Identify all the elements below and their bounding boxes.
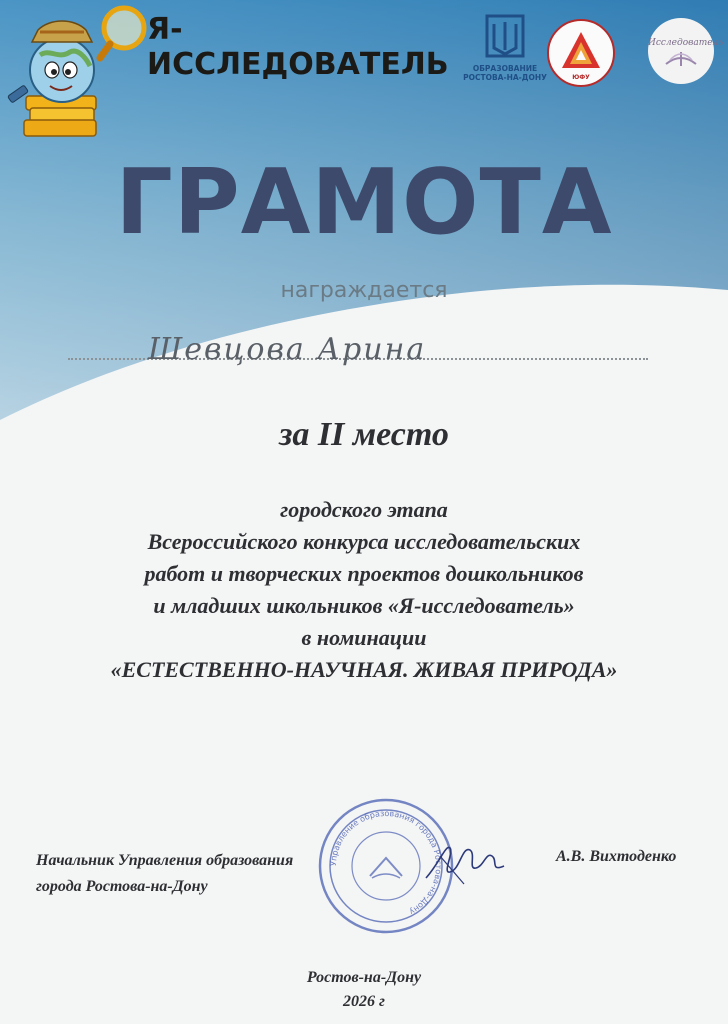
brand-wordmark: Я-ИССЛЕДОВАТЕЛЬ bbox=[147, 12, 449, 82]
edu-logo-line2: РОСТОВА-НА-ДОНУ bbox=[463, 73, 547, 82]
brand-logo bbox=[0, 0, 449, 150]
description-line: Всероссийского конкурса исследовательских bbox=[147, 529, 581, 554]
awarded-label: награждается bbox=[280, 278, 448, 303]
award-description bbox=[20, 494, 708, 686]
signer-position bbox=[36, 848, 293, 900]
footer-city: Ростов-на-Дону bbox=[306, 969, 422, 986]
award-place: за II место bbox=[279, 416, 449, 453]
signer-name: А.В. Вихтоденко bbox=[556, 848, 677, 865]
recipient-name: Шевцова Арина bbox=[148, 332, 427, 367]
signature-icon bbox=[420, 826, 510, 896]
university-logo-abbr: ЮФУ bbox=[572, 74, 590, 81]
research-logo bbox=[648, 18, 724, 84]
university-logo-icon bbox=[546, 18, 616, 88]
description-line: городского этапа bbox=[280, 497, 448, 522]
education-rostov-logo-icon bbox=[485, 14, 525, 60]
stamp-text: Управление образования города Ростова-на-Дону bbox=[328, 808, 444, 917]
signer-position-line2: города Ростова-на-Дону bbox=[36, 878, 208, 895]
nomination-title: «ЕСТЕСТВЕННО-НАУЧНАЯ. ЖИВАЯ ПРИРОДА» bbox=[110, 657, 618, 682]
research-logo-text: Исследователь bbox=[648, 38, 724, 48]
description-line: в номинации bbox=[301, 625, 427, 650]
description-line: и младших школьников «Я-исследователь» bbox=[153, 593, 575, 618]
edu-logo-line1: ОБРАЗОВАНИЕ bbox=[472, 64, 538, 73]
education-rostov-logo bbox=[458, 14, 552, 82]
footer bbox=[0, 966, 728, 1014]
description-line: работ и творческих проектов дошкольников bbox=[144, 561, 584, 586]
footer-year: 2026 г bbox=[343, 993, 385, 1010]
signer-position-line1: Начальник Управления образования bbox=[36, 852, 294, 869]
research-logo-icon bbox=[648, 18, 724, 84]
certificate-title: ГРАМОТА bbox=[115, 150, 613, 255]
